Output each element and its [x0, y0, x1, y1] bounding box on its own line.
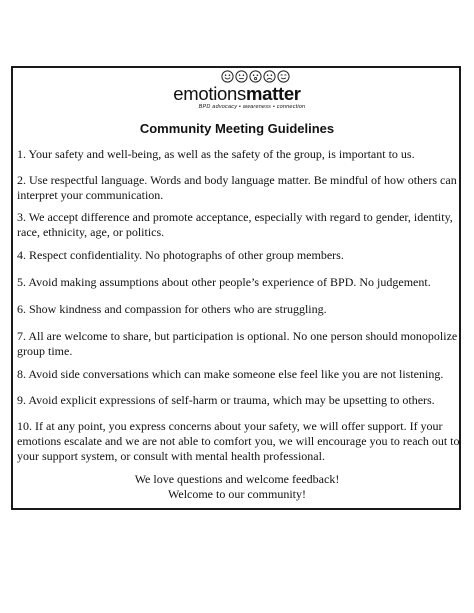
- surprised-face-icon: [249, 70, 262, 83]
- guideline-4: 4. Respect confidentiality. No photographs of other group members.: [17, 248, 344, 262]
- logo-word-emotions: emotions: [173, 83, 246, 104]
- content-face-icon: [277, 70, 290, 83]
- guideline-1: 1. Your safety and well-being, as well as the safety of the group, is important to us.: [17, 147, 415, 161]
- guideline-10: 10. If at any point, you express concerns about your safety, we will offer support. If your emotions escalate and we are not able to comfort you, we will encourage you to reach out to your support system, or consult with mental health professional.: [17, 419, 460, 463]
- closing-line-2: Welcome to our community!: [168, 487, 306, 501]
- closing-line-1: We love questions and welcome feedback!: [134, 472, 340, 486]
- logo-tagline: BPD advocacy • awareness • connection: [198, 104, 306, 110]
- happy-face-icon: [221, 70, 234, 83]
- logo-faces: [36, 70, 474, 84]
- page-title: Community Meeting Guidelines: [139, 121, 335, 136]
- guideline-5: 5. Avoid making assumptions about other people’s experience of BPD. No judgement.: [17, 275, 431, 289]
- emotions-matter-logo: [0, 70, 474, 111]
- guideline-7: 7. All are welcome to share, but participation is optional. No one person should monopolize group time.: [17, 329, 458, 358]
- guideline-3: 3. We accept difference and promote acceptance, especially with regard to gender, identity, race, ethnicity, age, or politics.: [17, 210, 453, 239]
- guideline-2: 2. Use respectful language. Words and body language matter. Be mindful of how others can interpret your communication.: [17, 173, 457, 202]
- sad-face-icon: [263, 70, 276, 83]
- logo-word-matter: matter: [245, 83, 301, 104]
- guideline-6: 6. Show kindness and compassion for others who are struggling.: [17, 302, 327, 316]
- guideline-8: 8. Avoid side conversations which can make someone else feel like you are not listening.: [17, 367, 444, 381]
- logo-wordmark: [0, 84, 474, 104]
- guideline-9: 9. Avoid explicit expressions of self-harm or trauma, which may be upsetting to others.: [17, 393, 435, 407]
- neutral-face-icon: [235, 70, 248, 83]
